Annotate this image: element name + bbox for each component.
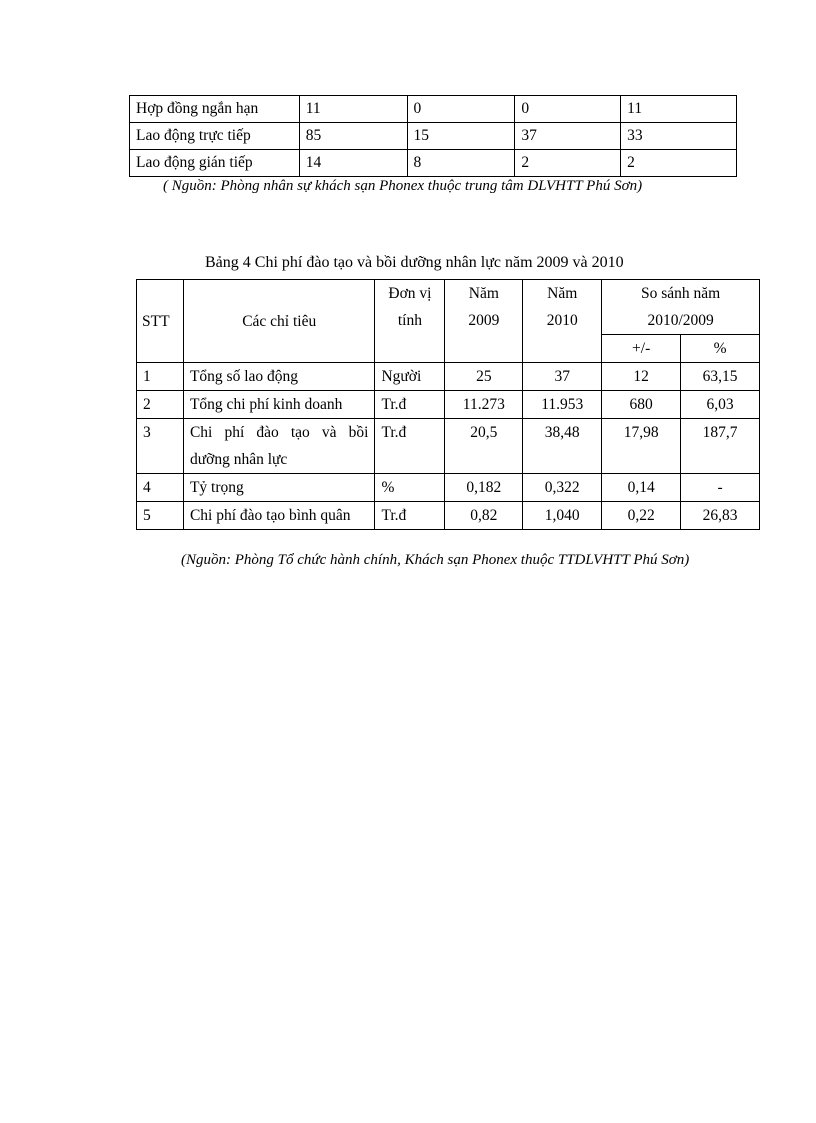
cell-2009: 0,182: [445, 474, 523, 502]
cell-indicator: Tổng chi phí kinh doanh: [183, 391, 374, 419]
header-year-2009-line2: 2009: [468, 312, 500, 329]
table-row: [137, 363, 760, 391]
header-unit-line2: tính: [397, 312, 422, 329]
table-cell: 85: [299, 123, 407, 150]
cell-stt: 3: [137, 419, 184, 474]
cell-stt: 4: [137, 474, 184, 502]
table2-source-note: (Nguồn: Phòng Tổ chức hành chính, Khách sạn Phonex thuộc TTDLVHTT Phú Sơn): [181, 552, 690, 568]
cell-pct: 63,15: [681, 363, 760, 391]
cell-2010: 37: [523, 363, 602, 391]
cell-stt: 1: [137, 363, 184, 391]
cell-pct: 6,03: [681, 391, 760, 419]
cell-2009: 11.273: [445, 391, 523, 419]
table-cell: 2: [515, 150, 621, 177]
header-year-2010-line1: Năm: [547, 285, 578, 302]
table-cell: 11: [621, 96, 737, 123]
cell-diff: 0,14: [602, 474, 681, 502]
header-year-2010-line2: 2010: [546, 312, 578, 329]
cell-unit: Tr.đ: [375, 391, 445, 419]
cell-2010: 1,040: [523, 502, 602, 530]
table-cell: Lao động gián tiếp: [130, 150, 300, 177]
table-header-row: [137, 280, 760, 335]
cell-pct: 26,83: [681, 502, 760, 530]
table-row: [137, 474, 760, 502]
cell-2009: 20,5: [445, 419, 523, 474]
cell-diff: 0,22: [602, 502, 681, 530]
table-cell: 8: [407, 150, 515, 177]
cell-diff: 680: [602, 391, 681, 419]
cell-diff: 17,98: [602, 419, 681, 474]
table-cell: 14: [299, 150, 407, 177]
table-row: [130, 123, 737, 150]
cell-2009: 25: [445, 363, 523, 391]
table-cell: 0: [515, 96, 621, 123]
cell-unit: %: [375, 474, 445, 502]
table-row: [137, 391, 760, 419]
cell-pct: -: [681, 474, 760, 502]
header-stt: STT: [137, 280, 184, 363]
cell-2010: 0,322: [523, 474, 602, 502]
cell-unit: Tr.đ: [375, 502, 445, 530]
cell-indicator: Tỷ trọng: [183, 474, 374, 502]
cell-stt: 2: [137, 391, 184, 419]
cell-diff: 12: [602, 363, 681, 391]
cell-2010: 38,48: [523, 419, 602, 474]
cell-indicator: Tổng số lao động: [183, 363, 374, 391]
header-unit: [375, 280, 445, 363]
header-diff: +/-: [602, 335, 681, 363]
cell-pct: 187,7: [681, 419, 760, 474]
training-cost-table: [136, 279, 760, 530]
table-cell: 15: [407, 123, 515, 150]
table-row: [130, 96, 737, 123]
table-cell: Lao động trực tiếp: [130, 123, 300, 150]
header-year-2009: [445, 280, 523, 363]
header-year-2009-line1: Năm: [468, 285, 499, 302]
table-cell: 2: [621, 150, 737, 177]
header-compare-line1: So sánh năm: [640, 285, 721, 302]
header-pct: %: [681, 335, 760, 363]
header-compare: [602, 280, 760, 335]
header-unit-line1: Đơn vị: [388, 285, 432, 302]
table-row: [137, 502, 760, 530]
table-cell: Hợp đồng ngắn hạn: [130, 96, 300, 123]
cell-indicator: Chi phí đào tạo bình quân: [183, 502, 374, 530]
table1-source-note: ( Nguồn: Phòng nhân sự khách sạn Phonex thuộc trung tâm DLVHTT Phú Sơn): [163, 178, 643, 194]
table2-caption: Bảng 4 Chi phí đào tạo và bồi dưỡng nhân lực năm 2009 và 2010: [205, 254, 624, 271]
cell-2010: 11.953: [523, 391, 602, 419]
cell-2009: 0,82: [445, 502, 523, 530]
table-cell: 11: [299, 96, 407, 123]
table-cell: 37: [515, 123, 621, 150]
table-row: [137, 419, 760, 474]
table-row: [130, 150, 737, 177]
table-cell: 33: [621, 123, 737, 150]
table-cell: 0: [407, 96, 515, 123]
cell-unit: Người: [375, 363, 445, 391]
cell-unit: Tr.đ: [375, 419, 445, 474]
cell-indicator: Chi phí đào tạo và bồi dưỡng nhân lực: [183, 419, 374, 474]
header-indicator: Các chỉ tiêu: [183, 280, 374, 363]
labor-table: [129, 95, 737, 177]
header-compare-line2: 2010/2009: [647, 312, 714, 329]
header-year-2010: [523, 280, 602, 363]
cell-stt: 5: [137, 502, 184, 530]
